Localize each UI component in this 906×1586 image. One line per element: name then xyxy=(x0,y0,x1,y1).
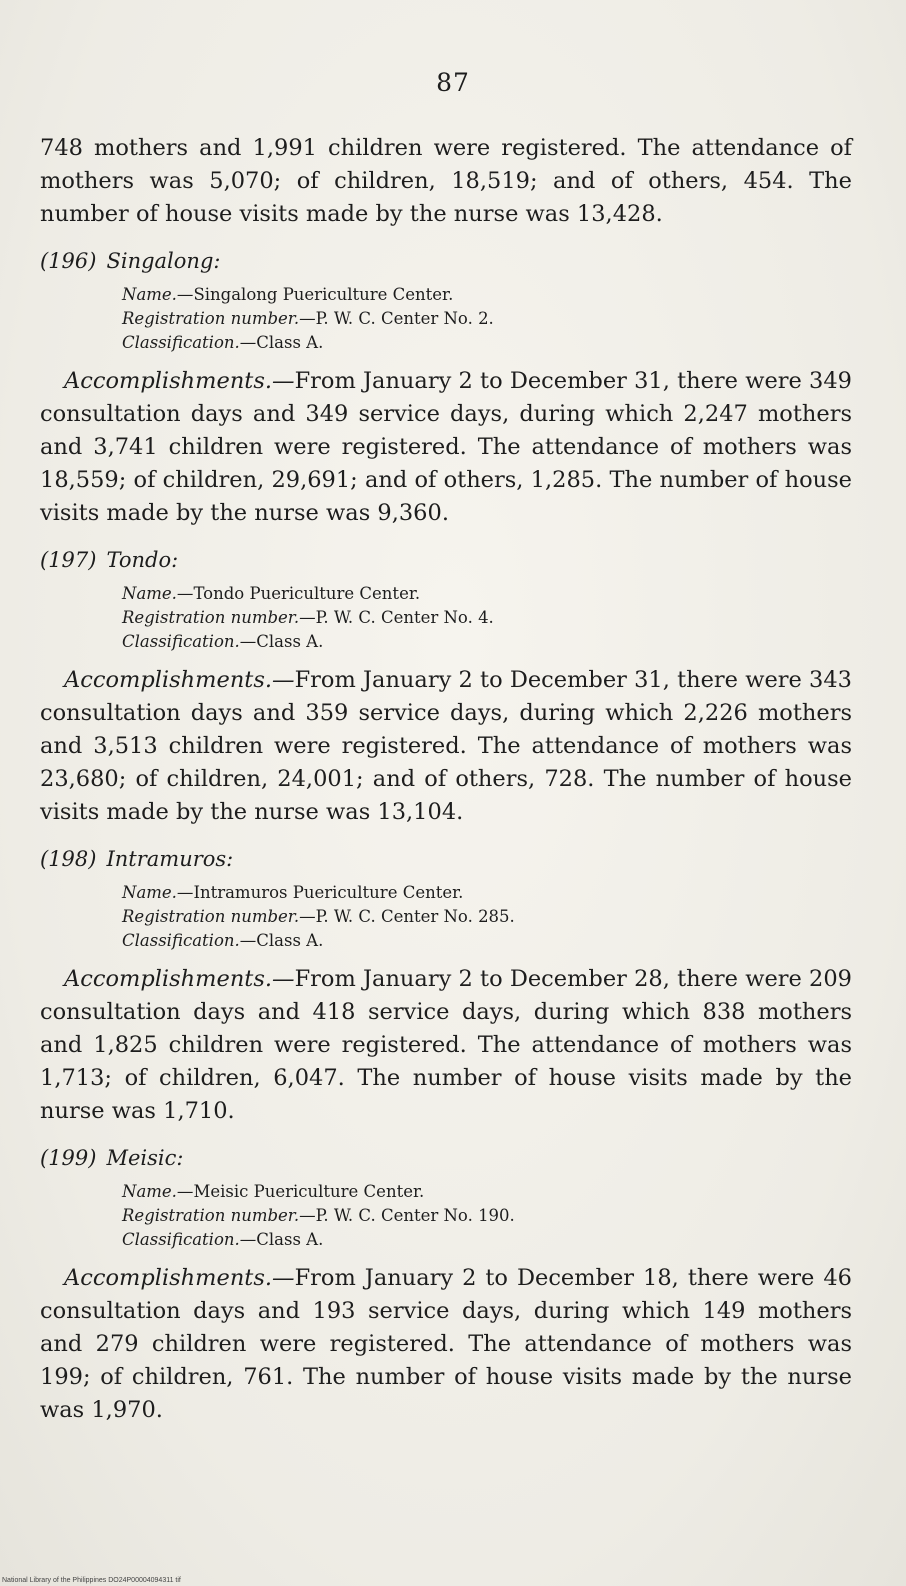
section-heading xyxy=(40,546,852,574)
section-number: (196) xyxy=(40,249,97,273)
classification-line: Classification.—Class A. xyxy=(122,931,324,950)
accomplishments-paragraph: Accomplishments.—From January 2 to December 28, there were 209 consultation days and 418 service days, during which 838 mothers and 1,825 children were registered. The attendance of mothers was 1,713; of children, 6,047. The number of house visits made by the nurse was 1,710. xyxy=(40,966,852,1124)
section-title: Meisic: xyxy=(106,1146,184,1170)
section-singalong xyxy=(40,247,852,530)
page-content xyxy=(40,132,852,1427)
section-tondo xyxy=(40,546,852,829)
name-line: Name.—Singalong Puericulture Center. xyxy=(122,285,454,304)
name-line: Name.—Meisic Puericulture Center. xyxy=(122,1182,425,1201)
section-heading xyxy=(40,247,852,275)
accomplishments-paragraph: Accomplishments.—From January 2 to December 18, there were 46 consultation days and 193 service days, during which 149 mothers and 279 children were registered. The attendance of mothers was 199; of children, 761. The number of house visits made by the nurse was 1,970. xyxy=(40,1265,852,1423)
section-heading xyxy=(40,845,852,873)
intro-paragraph: 748 mothers and 1,991 children were registered. The attendance of mothers was 5,070; of children, 18,519; and of others, 454. The number of house visits made by the nurse was 13,428. xyxy=(40,135,852,227)
registration-line: Registration number.—P. W. C. Center No. 285. xyxy=(122,907,515,926)
registration-line: Registration number.—P. W. C. Center No. 2. xyxy=(122,309,494,328)
section-title: Singalong: xyxy=(106,249,221,273)
section-title: Tondo: xyxy=(106,548,179,572)
section-meta xyxy=(122,582,852,654)
section-number: (198) xyxy=(40,847,97,871)
name-line: Name.—Tondo Puericulture Center. xyxy=(122,584,421,603)
accomplishments-paragraph: Accomplishments.—From January 2 to December 31, there were 349 consultation days and 349 service days, during which 2,247 mothers and 3,741 children were registered. The attendance of mothers was 18,559; of children, 29,691; and of others, 1,285. The number of house visits made by the nurse was 9,360. xyxy=(40,368,852,526)
name-line: Name.—Intramuros Puericulture Center. xyxy=(122,883,464,902)
classification-line: Classification.—Class A. xyxy=(122,1230,324,1249)
scan-footer: National Library of the Philippines DO24P00004094311 tif xyxy=(2,1577,181,1584)
section-title: Intramuros: xyxy=(106,847,234,871)
classification-line: Classification.—Class A. xyxy=(122,632,324,651)
classification-line: Classification.—Class A. xyxy=(122,333,324,352)
section-meisic xyxy=(40,1144,852,1427)
section-number: (197) xyxy=(40,548,97,572)
section-meta xyxy=(122,283,852,355)
section-intramuros xyxy=(40,845,852,1128)
page-number: 87 xyxy=(436,68,470,97)
section-heading xyxy=(40,1144,852,1172)
registration-line: Registration number.—P. W. C. Center No. 190. xyxy=(122,1206,515,1225)
section-number: (199) xyxy=(40,1146,97,1170)
accomplishments-paragraph: Accomplishments.—From January 2 to December 31, there were 343 consultation days and 359 service days, during which 2,226 mothers and 3,513 children were registered. The attendance of mothers was 23,680; of children, 24,001; and of others, 728. The number of house visits made by the nurse was 13,104. xyxy=(40,667,852,825)
section-meta xyxy=(122,1180,852,1252)
section-meta xyxy=(122,881,852,953)
registration-line: Registration number.—P. W. C. Center No. 4. xyxy=(122,608,494,627)
